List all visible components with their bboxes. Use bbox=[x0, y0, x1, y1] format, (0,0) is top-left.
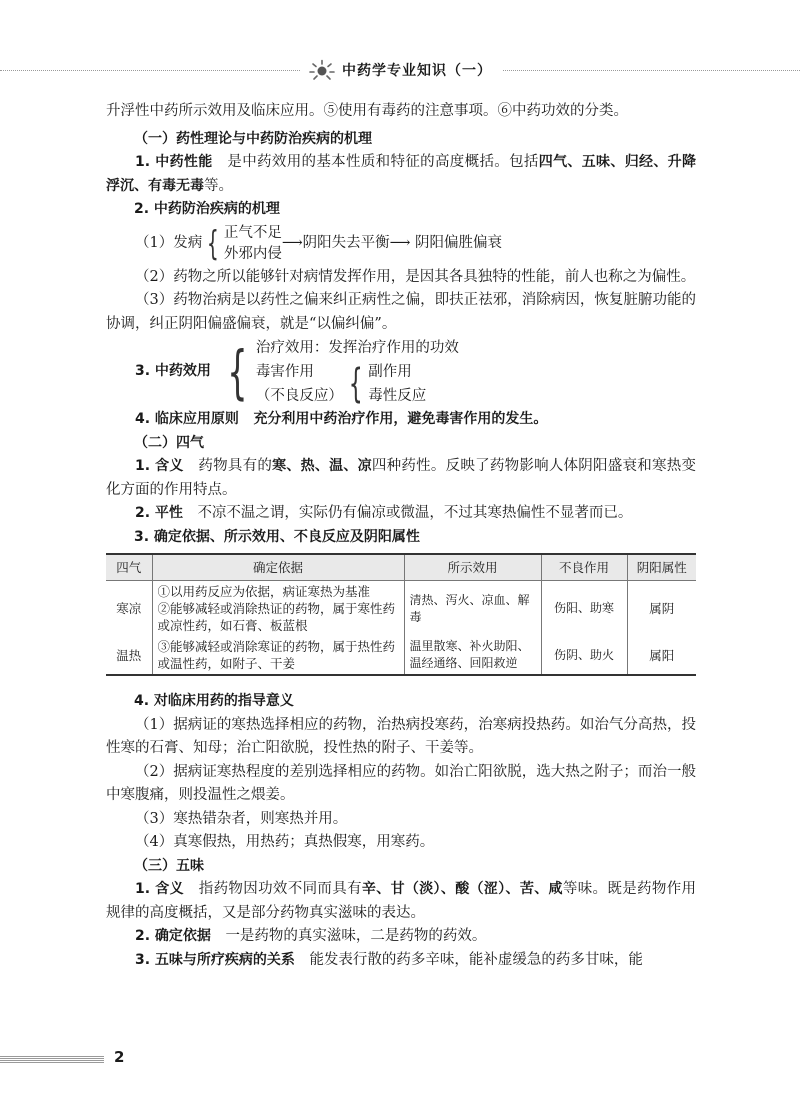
bold-text: 四气、五味、归经、升降浮沉、有毒无毒 bbox=[106, 154, 697, 194]
paragraph-2-4-2: （2）据病证寒热程度的差别选择相应的药物。如治亡阳欲脱，选大热之附子；而治一般中寒腹痛，则投温性之煨姜。 bbox=[106, 763, 696, 803]
diagram-result: ⟶阴阳失去平衡⟶ 阴阳偏胜偏衰 bbox=[281, 234, 503, 251]
section-heading-1: （一）药性理论与中药防治疾病的机理 bbox=[134, 130, 372, 147]
paragraph-text: 能发表行散的药多辛味，能补虚缓急的药多甘味，能 bbox=[309, 951, 643, 968]
branch-toxic bbox=[256, 360, 459, 408]
term-label: 2. 确定依据 bbox=[135, 928, 211, 944]
side-effect: 副作用 bbox=[368, 364, 412, 380]
cause-top: 正气不足 bbox=[223, 224, 282, 241]
paragraph-text: 药物具有的 bbox=[198, 458, 273, 474]
adverse-cell: 伤阴、助火 bbox=[541, 636, 627, 675]
paragraph-text: 是中药效用的基本性质和特征的高度概括。包括 bbox=[227, 154, 539, 170]
term-label: 1. 含义 bbox=[135, 881, 184, 897]
paragraph-3-2 bbox=[106, 925, 696, 949]
term-label: 2. 平性 bbox=[135, 505, 183, 521]
diagram-causes bbox=[224, 223, 282, 265]
yinyang-cell: 属阳 bbox=[627, 636, 696, 675]
page-number: 2 bbox=[114, 1048, 125, 1066]
table-row bbox=[106, 581, 696, 637]
sun-flower-icon bbox=[308, 59, 336, 81]
basis-cell bbox=[152, 581, 404, 637]
paragraph-2-1 bbox=[106, 455, 696, 502]
adverse-cell: 伤阳、助寒 bbox=[541, 581, 627, 637]
table-header-row bbox=[106, 554, 696, 581]
qi-cell: 寒凉 bbox=[116, 601, 142, 616]
table-header-cell: 阴阳属性 bbox=[627, 554, 696, 581]
paragraph-text: 指药物因功效不同而具有 bbox=[198, 881, 362, 897]
footer-bar bbox=[0, 1056, 104, 1063]
bold-text: 辛、甘（淡）、酸（涩）、苦、咸 bbox=[361, 881, 563, 897]
subheading-1-2: 2. 中药防治疾病的机理 bbox=[134, 201, 280, 217]
toxic-title: 毒害作用 bbox=[255, 364, 314, 380]
paragraph-2-4-1: （1）据病证的寒热选择相应的药物，治热病投寒药，治寒病投热药。如治气分高热，投性寒的石膏、知母；治亡阳欲脱，投性热的附子、干姜等。 bbox=[106, 716, 696, 756]
toxic-label bbox=[256, 360, 343, 408]
term-label: 3. 五味与所疗疾病的关系 bbox=[135, 951, 295, 968]
subheading-2-3: 3. 确定依据、所示效用、不良反应及阴阳属性 bbox=[134, 528, 420, 545]
brace-icon: { bbox=[207, 223, 220, 264]
term-label: 4. 临床应用原则 bbox=[135, 411, 239, 427]
paragraph-1-1 bbox=[106, 151, 696, 198]
bold-text: 充分利用中药治疗作用，避免毒害作用的发生。 bbox=[253, 411, 548, 427]
paragraph-text: 等。 bbox=[204, 177, 233, 194]
paragraph-2-2 bbox=[106, 502, 696, 526]
table-header-cell: 所示效用 bbox=[404, 554, 541, 581]
section-heading-2: （二）四气 bbox=[134, 434, 204, 451]
branch-therapeutic: 治疗效用：发挥治疗作用的功效 bbox=[255, 340, 459, 356]
paragraph-1-4 bbox=[106, 408, 696, 432]
subheading-2-4: 4. 对临床用药的指导意义 bbox=[134, 693, 294, 709]
term-label: 1. 含义 bbox=[135, 458, 184, 474]
toxic-subtitle: （不良反应） bbox=[255, 388, 343, 404]
shared-basis: ①以用药反应为依据，病证寒热为基准 bbox=[157, 584, 371, 599]
pathogenesis-diagram bbox=[106, 223, 696, 265]
toxic-subtypes bbox=[368, 360, 426, 408]
effect-cell: 清热、泻火、凉血、解毒 bbox=[404, 581, 541, 637]
toxic-reaction: 毒性反应 bbox=[368, 388, 427, 404]
paragraph-3-1 bbox=[106, 878, 696, 925]
yinyang-cell: 属阴 bbox=[627, 581, 696, 637]
basis-text: ②能够减轻或消除热证的药物，属于寒性药或凉性药，如石膏、板蓝根 bbox=[157, 601, 396, 633]
paragraph-1-2-2: （2）药物之所以能够针对病情发挥作用，是因其各具独特的性能，前人也称之为偏性。 bbox=[135, 268, 696, 285]
paragraph-text: 四种药性。反映了药物影响人体阴阳盛衰和寒热变化方面的作用特点。 bbox=[106, 458, 697, 498]
diagram-start: （1）发病 bbox=[135, 234, 203, 251]
paragraph-1-2-3: （3）药物治病是以药性之偏来纠正病性之偏，即扶正祛邪，消除病因，恢复脏腑功能的协调，纠正阴阳偏盛偏衰，就是“以偏纠偏”。 bbox=[106, 292, 696, 332]
basis-cell: ③能够减轻或消除寒证的药物，属于热性药或温性药，如附子、干姜 bbox=[152, 636, 404, 675]
bold-text: 寒、热、温、凉 bbox=[272, 458, 372, 474]
paragraph-2-4-3: （3）寒热错杂者，则寒热并用。 bbox=[135, 810, 348, 827]
effect-cell: 温里散寒、补火助阳、温经通络、回阳救逆 bbox=[404, 636, 541, 675]
running-header bbox=[300, 56, 502, 84]
header-title: 中药学专业知识（一） bbox=[342, 63, 492, 79]
table-row bbox=[106, 636, 696, 675]
term-label: 1. 中药性能 bbox=[135, 154, 213, 170]
cause-bottom: 外邪内侵 bbox=[223, 245, 282, 262]
efficacy-branches bbox=[256, 336, 459, 408]
section-heading-3: （三）五味 bbox=[134, 857, 204, 874]
paragraph-text: 一是药物的真实滋味，二是药物的药效。 bbox=[225, 928, 487, 944]
table-header-cell: 四气 bbox=[106, 554, 152, 581]
brace-icon: { bbox=[227, 338, 248, 406]
paragraph-2-4-4: （4）真寒假热，用热药；真热假寒，用寒药。 bbox=[135, 834, 435, 850]
paragraph-text: 等味。既是药物作用规律的高度概括，又是部分药物真实滋味的表达。 bbox=[106, 881, 697, 921]
efficacy-diagram bbox=[106, 336, 696, 408]
brace-icon: { bbox=[348, 361, 363, 407]
term-label: 3. 中药效用 bbox=[135, 363, 211, 380]
four-qi-table bbox=[106, 553, 696, 676]
paragraph-text: 不凉不温之谓，实际仍有偏凉或微温，不过其寒热偏性不显著而已。 bbox=[197, 505, 633, 521]
table-header-cell: 确定依据 bbox=[152, 554, 404, 581]
table-header-cell: 不良作用 bbox=[541, 554, 627, 581]
intro-line: 升浮性中药所示效用及临床应用。⑤使用有毒药的注意事项。⑥中药功效的分类。 bbox=[106, 103, 628, 119]
page-content bbox=[106, 100, 696, 972]
qi-cell: 温热 bbox=[106, 636, 152, 675]
paragraph-3-3 bbox=[106, 949, 696, 973]
